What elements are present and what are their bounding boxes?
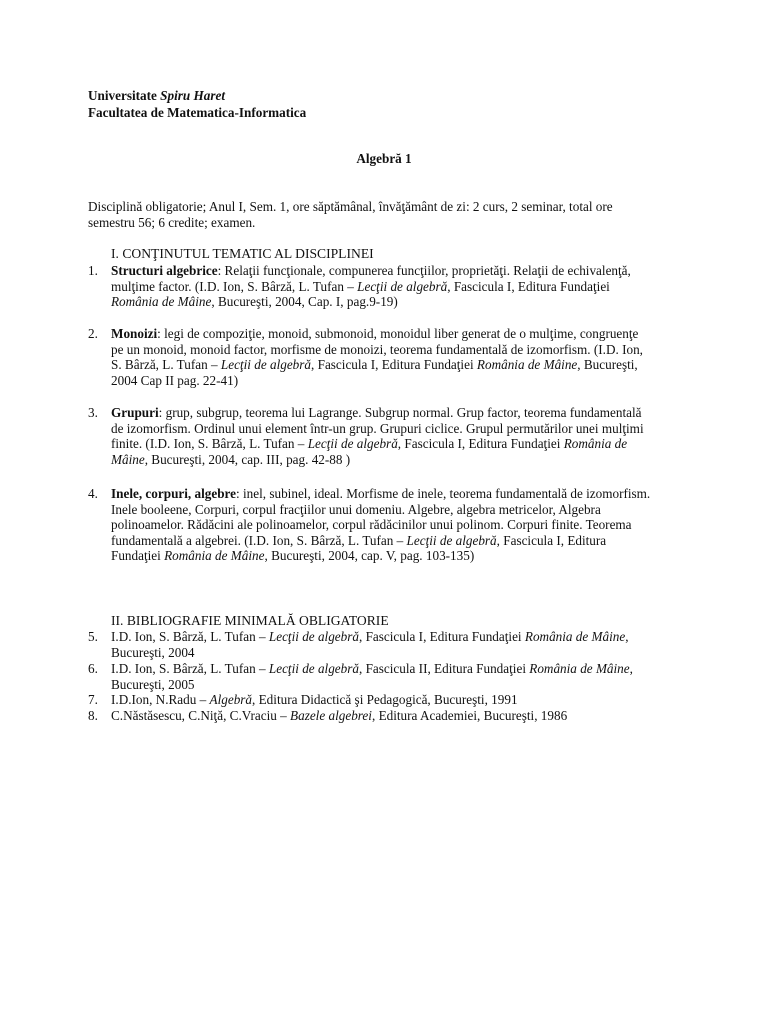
item-3-number: 3. [88,405,98,420]
item-4-line-1 [111,486,681,502]
item-1-book-title: Lecţii de algebră [357,278,448,294]
item-3-text-b: finite. (I.D. Ion, S. Bârză, L. Tufan – [111,436,308,452]
item-1-number: 1. [88,263,98,278]
item-4-line-5 [111,548,681,564]
bib-7-text: , Editura Didactică şi Pedagogică, Bucureşti, 1991 [252,692,518,707]
bib-8-line-1 [111,708,681,724]
item-1-text-a: : Relaţii funcţionale, compunerea funcţiilor, proprietăţi. Relaţii de echivalenţă, [217,263,631,278]
item-3-line-2: de izomorfism. Ordinul unui element într-un grup. Grupuri ciclice. Grupul permutărilor unei mulţimi [111,420,644,436]
bib-5-line-1 [111,629,681,645]
item-2-line-3 [111,357,681,373]
item-4-text-e: , Bucureşti, 2004, cap. V, pag. 103-135) [264,548,475,564]
bib-5-text: , Fascicula I, Editura Fundaţiei [358,629,525,644]
section-1-title: I. CONŢINUTUL TEMATIC AL DISCIPLINEI [111,246,374,261]
bib-6-title: Lecţii de algebră [268,661,359,676]
bib-5 [111,629,681,660]
item-3-publisher-b: Mâine [111,451,145,467]
item-2-line-4: 2004 Cap II pag. 22-41) [111,372,239,388]
item-4-text-d: Fundaţiei [111,548,165,564]
item-2-text-d: , Bucureşti, [577,357,638,373]
item-4-book-title: Lecţii de algebră [406,532,497,548]
item-4-line-4 [111,533,681,549]
bib-7 [111,692,681,708]
bib-8-authors: C.Năstăsescu, C.Niţă, C.Vraciu – [111,708,291,723]
item-4-number: 4. [88,486,98,501]
item-3-key: Grupuri [111,405,159,420]
item-3-book-title: Lecţii de algebră [307,436,398,452]
item-1-line-2 [111,279,681,295]
university-name: Spiru Haret [160,88,226,103]
item-2-text-c: , Fascicula I, Editura Fundaţiei [311,357,477,373]
item-2-line-1 [111,326,681,342]
bib-6-comma: , [629,661,633,676]
item-1-key: Structuri algebrice [111,263,218,278]
item-3-line-1 [111,405,681,421]
item-3-line-4 [111,452,681,468]
item-4-key: Inele, corpuri, algebre [111,486,237,501]
item-4-text-b: fundamentală a algebrei. (I.D. Ion, S. Bârză, L. Tufan – [111,532,407,548]
item-3-text-c: , Fascicula I, Editura Fundaţiei [397,436,564,452]
item-4-line-3: polinoamelor. Rădăcini ale polinoamelor, corpul rădăcinilor unui polinom. Corpuri finite. Teorema [111,517,632,533]
bib-6 [111,661,681,692]
item-2 [111,326,681,388]
item-1-text-d: , Bucureşti, 2004, Cap. I, pag.9-19) [211,294,398,310]
item-2-number: 2. [88,326,98,341]
course-title: Algebră 1 [356,151,412,166]
item-2-text-b: S. Bârză, L. Tufan – [111,357,221,373]
bib-6-authors: I.D. Ion, S. Bârză, L. Tufan – [111,661,269,676]
bib-5-title: Lecţii de algebră [268,629,359,644]
bib-5-authors: I.D. Ion, S. Bârză, L. Tufan – [111,629,269,644]
bib-6-number: 6. [88,661,98,676]
item-1-text-c: , Fascicula I, Editura Fundaţiei [447,278,610,294]
item-1-line-3 [111,294,681,310]
item-4-text-c: , Fascicula I, Editura [496,532,607,548]
bib-6-publisher: România de Mâine [529,661,630,676]
intro-line-2: semestru 56; 6 credite; examen. [88,215,256,230]
bib-8-number: 8. [88,708,98,723]
bib-5-comma: , [625,629,629,644]
bib-7-number: 7. [88,692,98,707]
item-1-publisher: România de Mâine [111,294,212,310]
bib-6-line-2: Bucureşti, 2005 [111,676,195,692]
item-2-book-title: Lecţii de algebră [220,357,312,373]
bib-8-title: Bazele algebrei [290,708,372,723]
item-1 [111,263,681,310]
bib-7-line-1 [111,692,681,708]
bib-8 [111,708,681,724]
item-4 [111,486,681,564]
bib-8-text: , Editura Academiei, Bucureşti, 1986 [371,708,568,723]
bib-5-number: 5. [88,629,98,644]
item-3-text-a: : grup, subgrup, teorema lui Lagrange. Subgrup normal. Grup factor, teorema fundamentală [158,405,642,420]
bib-6-text: , Fascicula II, Editura Fundaţiei [358,661,530,676]
faculty-line: Facultatea de Matematica-Informatica [88,105,307,120]
item-2-line-2: pe un monoid, monoid factor, morfisme de monoizi, teorema fundamentală de izomorfism. (I.D. Ion, [111,341,643,357]
bib-7-authors: I.D.Ion, N.Radu – [111,692,210,707]
university-line [88,88,225,104]
item-4-publisher: România de Mâine [164,548,265,564]
item-2-publisher: România de Mâine [476,357,578,373]
bib-6-line-1 [111,661,681,677]
item-3-line-3 [111,436,681,452]
item-1-line-1 [111,263,681,279]
item-3-publisher-a: România de [563,436,628,452]
section-2-title: II. BIBLIOGRAFIE MINIMALĂ OBLIGATORIE [111,613,389,628]
item-2-text-a: : legi de compoziţie, monoid, submonoid, monoidul liber generat de o mulţime, congruenţe [157,326,639,341]
university-prefix: Universitate [88,88,161,103]
item-1-text-b: mulţime factor. (I.D. Ion, S. Bârză, L. Tufan – [111,278,358,294]
bib-5-line-2: Bucureşti, 2004 [111,644,195,660]
item-3-text-d: , Bucureşti, 2004, cap. III, pag. 42-88 ) [144,451,351,467]
item-4-line-2: Inele booleene, Corpuri, corpul fracţiilor unui domeniu. Algebre, algebra metricelor, Algebra [111,501,601,517]
bib-7-title: Algebră [209,692,253,707]
item-4-text-a: : inel, subinel, ideal. Morfisme de inele, teorema fundamentală de izomorfism. [236,486,651,501]
intro-line-1: Disciplină obligatorie; Anul I, Sem. 1, ore săptămânal, învăţământ de zi: 2 curs, 2 seminar, total ore [88,199,613,214]
item-3 [111,405,681,467]
bib-5-publisher: România de Mâine [524,629,626,644]
item-2-key: Monoizi [111,326,158,341]
